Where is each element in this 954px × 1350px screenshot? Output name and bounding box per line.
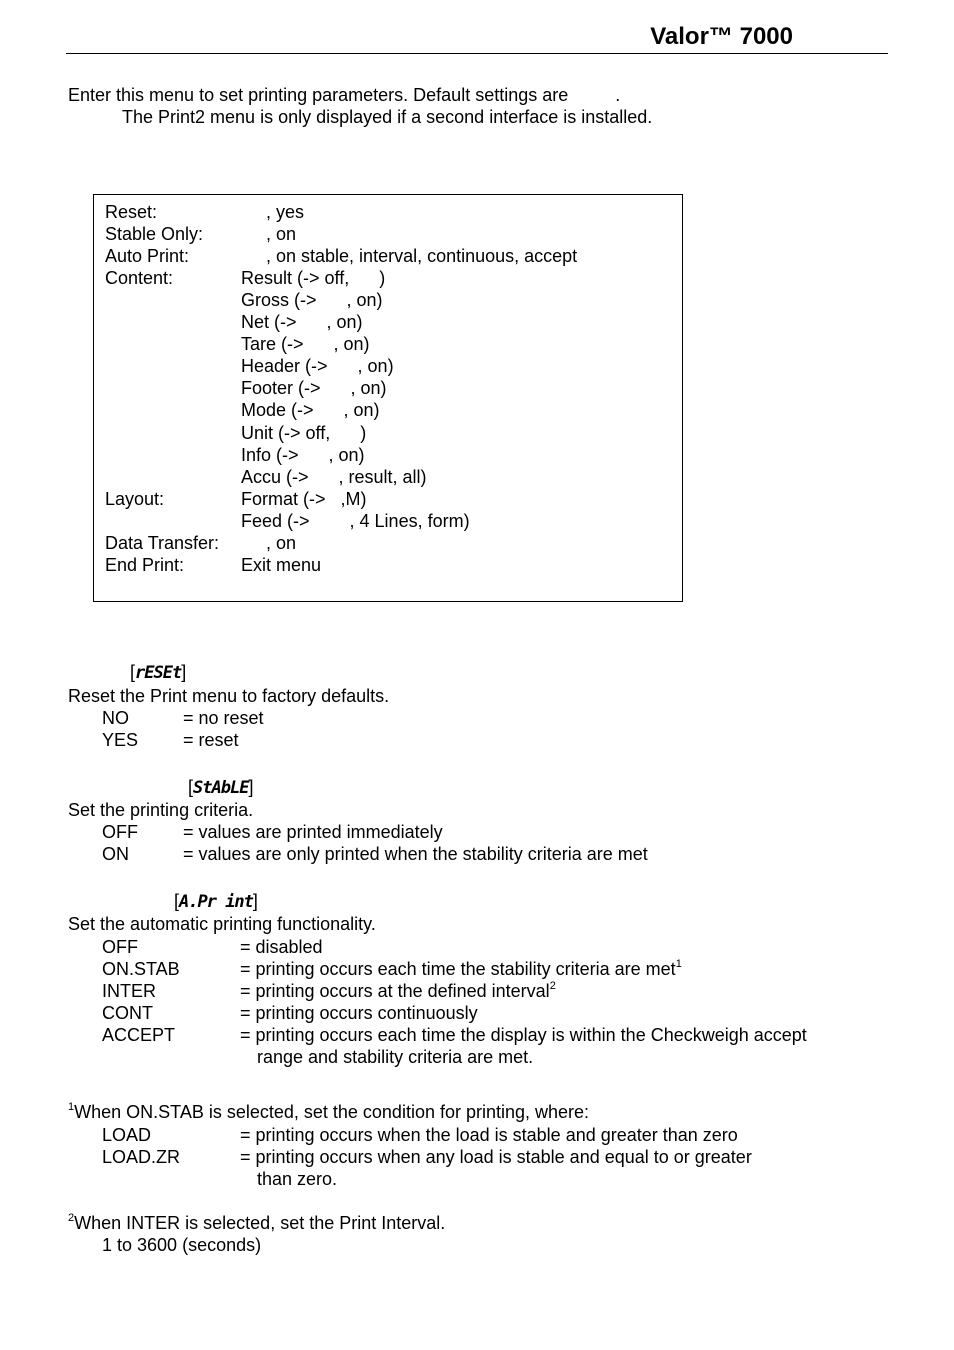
menu-label-content: Content: <box>105 268 174 288</box>
menu-value-gross: Gross (-> , on) <box>241 290 383 310</box>
aprint-option-key: OFF <box>102 937 138 957</box>
intro-note: The Print2 menu is only displayed if a second interface is installed. <box>122 107 653 127</box>
menu-value-tare: Tare (-> , on) <box>241 334 370 354</box>
menu-label-stable-only: Stable Only: <box>105 224 204 244</box>
menu-value-auto-print: , on stable, interval, continuous, accept <box>266 246 578 266</box>
menu-value-net: Net (-> , on) <box>241 312 363 332</box>
stable-display-code: [StAbLE] <box>188 777 254 798</box>
reset-option-desc: = reset <box>183 730 239 750</box>
stable-option-desc: = values are printed immediately <box>183 822 443 842</box>
footnote-1-option-desc: = printing occurs when the load is stable and greater than zero <box>240 1125 738 1145</box>
footnote-2-mark: 2 <box>68 1212 75 1224</box>
reset-option-desc: = no reset <box>183 708 264 728</box>
aprint-accept-continuation: range and stability criteria are met. <box>257 1047 534 1067</box>
stable-segment-text: StAbLE <box>193 778 249 798</box>
reset-description: Reset the Print menu to factory defaults. <box>68 686 390 706</box>
aprint-display-code: [A.Pr int] <box>174 891 258 912</box>
menu-value-unit: Unit (-> off, ) <box>241 423 367 443</box>
print-interval-range: 1 to 3600 (seconds) <box>102 1235 262 1255</box>
footnote-1-mark: 1 <box>68 1101 75 1113</box>
menu-value-end-print: Exit menu <box>241 555 322 575</box>
reset-segment-text: rESEt <box>135 663 182 683</box>
aprint-option-desc <box>240 980 556 1002</box>
aprint-description: Set the automatic printing functionality. <box>68 914 376 934</box>
footnote-1-continuation: than zero. <box>257 1169 338 1189</box>
footnote-ref-2: 2 <box>549 980 556 992</box>
reset-option-key: NO <box>102 708 129 728</box>
menu-value-format: Format (-> ,M) <box>241 489 367 509</box>
intro-line-1 <box>68 84 620 106</box>
menu-label-auto-print: Auto Print: <box>105 246 190 266</box>
document-title: Valor™ 7000 <box>650 23 793 50</box>
menu-label-end-print: End Print: <box>105 555 185 575</box>
menu-value-info: Info (-> , on) <box>241 445 365 465</box>
aprint-desc-text: = printing occurs at the defined interval <box>240 981 550 1001</box>
footnote-1-text: When ON.STAB is selected, set the condition for printing, where: <box>74 1102 590 1122</box>
stable-option-desc: = values are only printed when the stability criteria are met <box>183 844 648 864</box>
intro-period: . <box>615 85 621 105</box>
menu-value-data-transfer: , on <box>266 533 297 553</box>
footnote-ref-1: 1 <box>675 958 682 970</box>
reset-option-key: YES <box>102 730 139 750</box>
menu-value-accu: Accu (-> , result, all) <box>241 467 427 487</box>
menu-value-header: Header (-> , on) <box>241 356 394 376</box>
aprint-option-key: ACCEPT <box>102 1025 176 1045</box>
menu-value-stable-only: , on <box>266 224 297 244</box>
footnote-2 <box>68 1212 445 1234</box>
menu-label-reset: Reset: <box>105 202 158 222</box>
footnote-1 <box>68 1101 589 1123</box>
stable-option-key: OFF <box>102 822 138 842</box>
aprint-option-desc: = disabled <box>240 937 323 957</box>
header-divider <box>66 53 888 54</box>
menu-value-footer: Footer (-> , on) <box>241 378 387 398</box>
footnote-1-option-key: LOAD <box>102 1125 152 1145</box>
stable-option-key: ON <box>102 844 129 864</box>
menu-label-data-transfer: Data Transfer: <box>105 533 220 553</box>
menu-label-layout: Layout: <box>105 489 165 509</box>
reset-display-code: [rESEt] <box>130 662 187 683</box>
menu-value-feed: Feed (-> , 4 Lines, form) <box>241 511 470 531</box>
aprint-option-key: ON.STAB <box>102 959 180 979</box>
aprint-desc-text: = printing occurs each time the stability criteria are met <box>240 959 676 979</box>
aprint-option-desc <box>240 958 682 980</box>
aprint-option-key: CONT <box>102 1003 153 1023</box>
footnote-1-option-key: LOAD.ZR <box>102 1147 181 1167</box>
footnote-2-text: When INTER is selected, set the Print Interval. <box>74 1213 446 1233</box>
aprint-option-desc: = printing occurs each time the display is within the Checkweigh accept <box>240 1025 807 1045</box>
stable-description: Set the printing criteria. <box>68 800 254 820</box>
menu-value-result: Result (-> off, ) <box>241 268 386 288</box>
menu-value-reset: , yes <box>266 202 305 222</box>
menu-value-mode: Mode (-> , on) <box>241 400 380 420</box>
footnote-1-option-desc: = printing occurs when any load is stable and equal to or greater <box>240 1147 752 1167</box>
aprint-option-desc: = printing occurs continuously <box>240 1003 478 1023</box>
aprint-option-key: INTER <box>102 981 156 1001</box>
intro-text: Enter this menu to set printing parameters. Default settings are <box>68 85 569 105</box>
aprint-segment-text: A.Pr int <box>179 892 253 912</box>
